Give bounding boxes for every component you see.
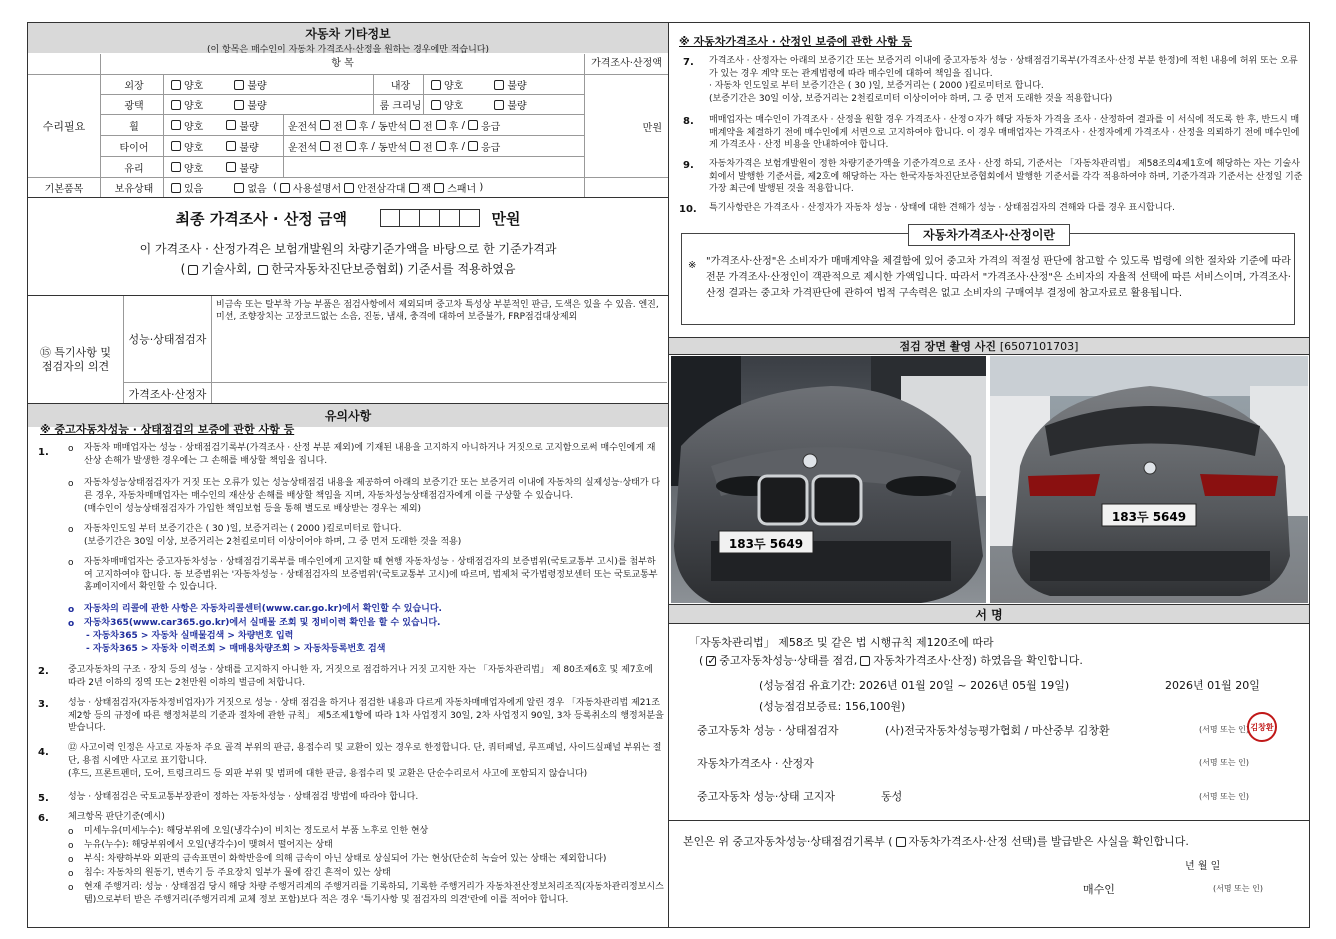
sign-date: 2026년 01월 20일 <box>1165 679 1260 692</box>
checkbox[interactable] <box>346 141 356 151</box>
opt-triangle: 안전삼각대 <box>357 184 406 195</box>
bullet: o <box>68 479 74 489</box>
opt-tech-society: 기술사회, <box>201 262 252 276</box>
inspector-sign-name: (사)전국자동차성능평가협회 / 마산중부 김창환 <box>885 724 1110 737</box>
n8-number: 8. <box>683 116 694 127</box>
n2-number: 2. <box>38 666 49 677</box>
bullet: o <box>68 883 74 893</box>
checkbox[interactable] <box>494 80 504 90</box>
n1b2: (매수인이 성능상태점검자가 가입한 책임보험 등을 통해 별도로 배상받는 경우는 제외) <box>84 504 422 514</box>
final-price-boxes[interactable] <box>380 209 480 231</box>
opt-good: 양호 <box>184 101 204 112</box>
other-info-title: 자동차 기타정보 <box>305 27 391 41</box>
pricer-seal-note: (서명 또는 인) <box>1199 758 1249 767</box>
n1f2: - 자동차365 > 자동차 실매물검색 > 차량번호 입력 <box>86 631 294 641</box>
checkbox[interactable] <box>226 141 236 151</box>
front-car-image <box>671 356 986 603</box>
n7: 가격조사 · 산정자는 아래의 보증기간 또는 보증거리 이내에 중고자동차 성능 · 상태점검기록부(가격조사·산정 부분 한정)에 적힌 내용에 허위 또는 오류가 있는 경우 계약 또는 관계법령에 따라 매수인에 대하여 책임을 집니다. <box>709 56 1298 79</box>
buyer-label: 매수인 <box>1083 883 1115 896</box>
notice-title: 유의사항 <box>324 409 372 423</box>
checkbox[interactable] <box>410 120 420 130</box>
receipt-section <box>669 820 1309 927</box>
checkbox[interactable] <box>346 120 356 130</box>
n6e: 현재 주행거리: 성능 · 상태점검 당시 해당 차량 주행거리계의 주행거리를 기록하되, 기록한 주행거리가 자동차전산정보처리조직(자동차관리정보시스템)으로부터 받은 주행거리(주행거리계 교체 정보 포함)보다 적은 경우 '특기사항 및 점검자의 의견'란에 이를 적어야 합니다. <box>84 882 664 905</box>
price-cell-basic <box>584 177 668 197</box>
n5-number: 5. <box>38 793 49 804</box>
n10-number: 10. <box>679 204 697 215</box>
about-title: 자동차가격조사·산정이란 <box>908 224 1070 246</box>
price-header <box>584 54 668 74</box>
inspector-seal-note: (서명 또는 인) <box>1199 725 1249 734</box>
photo-header <box>669 337 1309 355</box>
n3-number: 3. <box>38 699 49 710</box>
item-header <box>100 54 584 74</box>
receipt-text-b: 자동차가격조사·산정 선택)를 발급받은 사실을 확인합니다. <box>908 835 1189 848</box>
checkbox[interactable] <box>409 183 419 193</box>
bullet: o <box>68 841 74 851</box>
opt-bad: 불량 <box>239 163 259 175</box>
checkbox[interactable] <box>280 183 290 193</box>
checkbox[interactable] <box>320 141 330 151</box>
about-box <box>681 228 1295 325</box>
other-info-header <box>28 23 668 53</box>
n4-number: 4. <box>38 747 49 758</box>
repair-row-glass <box>100 156 584 177</box>
front: 전 <box>332 121 343 133</box>
receipt-checkbox[interactable] <box>896 837 906 847</box>
rear-car-image <box>990 356 1308 603</box>
emergency: 응급 <box>480 121 501 133</box>
n6d: 침수: 자동차의 원동기, 변속기 등 주요장치 일부가 물에 잠긴 흔적이 있는 상태 <box>84 868 391 878</box>
n10: 특기사항란은 가격조사 · 산정자가 자동차 성능 · 상태에 대한 견해가 성능 · 상태점검자의 견해와 다를 경우 표시합니다. <box>709 203 1175 213</box>
checkbox[interactable] <box>226 120 236 130</box>
checkbox[interactable] <box>258 265 268 275</box>
pricer-warranty-title: ※ 자동차가격조사 · 산정인 보증에 관한 사항 등 <box>679 35 912 48</box>
final-price-desc2-end: ) 기준서를 적용하였음 <box>398 262 516 276</box>
photo-id: [6507101703] <box>999 340 1079 353</box>
n1d: 자동차매매업자는 중고자동차성능 · 상태점검기록부를 매수인에게 고지할 때 현행 자동차성능 · 상태점검자의 보증범위(국토교통부 고시)를 첨부하여 고지하여야 합니다. 동 보증범위는 '자동차성능 · 상태점검자의 보증범위'(국토교통부 고시)에 따르며, 법제처 국가법령정보센터 또는 국토교통부 홈페이지에서 확인할 수 있습니다. <box>84 557 658 592</box>
special-notes <box>28 295 668 403</box>
receipt-text: 본인은 위 중고자동차성능·상태점검기록부 ( <box>683 835 893 848</box>
n1a: 자동차 매매업자는 성능 · 상태점검기록부(가격조사 · 산정 부분 제외)에 기재된 내용을 고지하지 아니하거나 거짓으로 고지함으로써 매수인에게 재산상 손해가 발생한 경우에는 그 손해를 배상할 책임을 집니다. <box>84 443 656 466</box>
checkbox[interactable] <box>410 141 420 151</box>
buyer-seal-note: (서명 또는 인) <box>1213 884 1263 893</box>
wheel-positions: 운전석 전 후 / 동반석 전 후 / 응급 <box>283 115 585 135</box>
basic-row <box>100 177 584 197</box>
basic-label-text: 기본품목 <box>44 184 84 195</box>
glass-empty <box>283 157 585 177</box>
bullet: o <box>68 869 74 879</box>
row-label: 광택 <box>124 101 144 112</box>
passenger-seat: 동반석 <box>378 142 408 154</box>
opt-manual: 사용설명서 <box>292 184 342 195</box>
final-price-unit: 만원 <box>491 210 521 228</box>
bullet: o <box>68 444 74 454</box>
bullet: o <box>68 619 75 629</box>
rear: 후 <box>448 142 459 154</box>
opt-bad: 불량 <box>507 81 527 92</box>
wheel-options <box>163 115 283 135</box>
front-photo <box>671 356 986 603</box>
special-label: ⑮ 특기사항 및 점검자의 의견 <box>39 346 112 373</box>
item-header-text: 항 목 <box>331 58 354 69</box>
front-plate: 183두 5649 <box>728 537 804 551</box>
front: 전 <box>423 121 433 133</box>
opt-bad: 불량 <box>239 121 259 133</box>
n2: 중고자동차의 구조 · 장치 등의 성능 · 상태를 고지하지 아니한 자, 거짓으로 점검하거나 거짓 고지한 자는 「자동차관리법」 제 80조제6호 및 제7호에 따라 2년 이하의 징역 또는 2천만원 이하의 벌금에 처합니다. <box>68 665 653 688</box>
basic-options: 있음 없음 ( 사용설명서 안전삼각대 잭 스패너 ) <box>163 178 585 197</box>
checkbox[interactable] <box>171 183 181 193</box>
rear-plate: 183두 5649 <box>1111 510 1187 524</box>
bullet: o <box>68 525 74 535</box>
law-line: 「자동차관리법」 제58조 및 같은 법 시행규칙 제120조에 따라 <box>689 636 994 649</box>
n5: 성능 · 상태점검은 국토교통부장관이 정하는 자동차성능 · 상태점검 방법에 따라야 합니다. <box>68 792 419 802</box>
final-price-desc1: 이 가격조사 · 산정가격은 보험개발원의 차량기준가액을 바탕으로 한 기준가격과 <box>139 242 557 256</box>
n1-number: 1. <box>38 447 49 458</box>
tire-options <box>163 136 283 156</box>
final-price-desc2: ( 기술사회, 한국자동차진단보증협회) 기준서를 적용하였음 <box>180 262 516 276</box>
checkbox[interactable] <box>171 162 181 172</box>
driver-seat: 운전석 <box>288 121 317 133</box>
checkbox[interactable] <box>234 80 244 90</box>
n6a: 미세누유(미세누수): 해당부위에 오일(냉각수)이 비치는 정도로서 부품 노후로 인한 현상 <box>84 826 429 836</box>
warranty-fee: (성능점검보증료: 156,100원) <box>759 700 906 713</box>
notifier-name: 동성 <box>881 790 903 803</box>
n1b: 자동차성능상태점검자가 거짓 또는 오류가 있는 성능상태점검 내용을 제공하여 아래의 보증기간 또는 보증거리 이내에 자동차의 실제성능·상태가 다른 경우, 자동차매매업자는 매수인의 재산상 손해를 배상할 책임을 지며, 자동차성능상태점검자에게 이를 구상할 수 있습니다. <box>84 478 661 501</box>
checkbox[interactable] <box>171 141 181 151</box>
seal-stamp <box>1247 712 1277 742</box>
room-options <box>423 95 585 114</box>
repair-row-tire <box>100 135 584 156</box>
notifier-seal-note: (서명 또는 인) <box>1199 792 1249 801</box>
checkbox[interactable] <box>171 80 181 90</box>
right-panel <box>668 22 1310 928</box>
pricer-role: 가격조사·산정자 <box>128 387 207 401</box>
checkbox[interactable] <box>431 80 441 90</box>
opt-bad: 불량 <box>507 101 527 112</box>
pricer-label-cell <box>123 382 211 404</box>
sign-header <box>669 604 1309 624</box>
price-cell <box>584 74 668 177</box>
n1c2: (보증기간은 30일 이상, 보증거리는 2천킬로미터 이상이어야 하며, 그 중 먼저 도래한 것을 적용) <box>84 537 462 547</box>
opt-none: 없음 <box>247 184 267 195</box>
final-price-label: 최종 가격조사 · 산정 금액 <box>175 210 348 228</box>
repair-row-gloss <box>100 94 584 114</box>
basic-status-label: 보유상태 <box>114 184 154 195</box>
n4b: (후드, 프론트펜더, 도어, 트렁크리드 등 외판 부위 및 범퍼에 대한 판금, 용접수리 및 교환은 단순수리로서 사고에 포함되지 않습니다) <box>68 769 588 779</box>
rear: 후 <box>448 121 459 133</box>
n6c: 부식: 차량하부와 외판의 금속표면이 화학반응에 의해 금속이 아닌 상태로 상실되어 가는 현상(단순히 녹슬어 있는 상태는 제외합니다) <box>84 854 607 864</box>
opt-bad: 불량 <box>239 142 259 154</box>
emergency: 응급 <box>480 142 501 154</box>
about-text: "가격조사·산정"은 소비자가 매매계약을 체결함에 있어 중고차 가격의 적절성 판단에 참고할 수 있도록 법령에 의한 절차와 기준에 따라 전문 가격조사·산정인이 객관적으로 제시한 가액입니다. 따라서 "가격조사·산정"은 소비자의 자율적 선택에 따른 서비스이며, 가격조사·산정 결과는 중고차 가격판단에 관하여 법적 구속력은 없고 소비자의 구매여부 결정에 참고자료로 활용됩니다. <box>706 256 1291 299</box>
n3: 성능 · 상태점검자(자동차정비업자)가 거짓으로 성능 · 상태 점검을 하거나 점검한 내용과 다르게 자동차매매업자에게 알린 경우 「자동차관리법 제21조제2항 등의 규정에 따른 행정처분의 기준과 절차에 관한 규칙」 제5조제1항에 따라 1차 사업정지 30일, 2차 사업정지 90일, 3차 등록취소의 행정처분을 받습니다. <box>68 698 664 733</box>
n6b: 누유(누수): 해당부위에서 오일(냉각수)이 맺혀서 떨어지는 상태 <box>84 840 333 850</box>
pricer-sign-label: 자동차가격조사 · 산정자 <box>697 757 814 770</box>
row-label: 휠 <box>129 121 139 133</box>
bullet: o <box>68 558 74 568</box>
n4: ⑫ 사고이력 인정은 사고로 자동차 주요 골격 부위의 판금, 용접수리 및 교환이 있는 경우로 한정합니다. 단, 쿼터패널, 루프패널, 사이드실패널 부위는 절단, 용접 시에만 사고로 표기합니다. <box>68 743 662 766</box>
final-price-section <box>28 197 668 295</box>
n1c: 자동차인도일 부터 보증기간은 ( 30 )일, 보증거리는 ( 2000 )킬로미터로 합니다. <box>84 524 402 534</box>
interior-options <box>423 75 585 94</box>
receipt-line <box>683 833 1189 849</box>
row-label: 내장 <box>373 75 423 94</box>
opt-good: 양호 <box>184 163 204 175</box>
opt-good: 양호 <box>444 81 464 92</box>
checkbox[interactable] <box>226 162 236 172</box>
bullet: o <box>68 605 75 615</box>
opt-good: 양호 <box>184 81 204 92</box>
price-checkbox[interactable] <box>860 656 870 666</box>
checkbox[interactable] <box>171 100 181 110</box>
left-panel <box>27 22 669 928</box>
checkbox[interactable] <box>468 141 478 151</box>
checkbox[interactable] <box>431 100 441 110</box>
repair-label-text: 수리필요 <box>42 120 86 133</box>
basic-label <box>28 177 100 197</box>
checkbox[interactable] <box>234 183 244 193</box>
validity: (성능점검 유효기간: 2026년 01월 20일 ~ 2026년 05월 19일) <box>759 679 1070 692</box>
rear-photo <box>990 356 1308 603</box>
n1e: 자동차의 리콜에 관한 사항은 자동차리콜센터(www.car.go.kr)에서 확인할 수 있습니다. <box>84 604 442 614</box>
sign-title: 서 명 <box>975 608 1003 622</box>
repair-label <box>28 74 100 177</box>
front: 전 <box>423 142 433 154</box>
exterior-options <box>163 75 373 94</box>
inspection-checkbox-checked[interactable] <box>706 656 716 666</box>
n9: 자동차가격은 보험개발원이 정한 차량기준가액을 기준가격으로 조사 · 산정 하되, 기준서는 「자동차관리법」 제58조의4제1호에 해당하는 자는 기술사회에서 발행한 기준서를, 제2호에 해당하는 자는 한국자동차진단보증협회에서 발행한 기준서를 각각 적용하여야 하며, 기준가격과 기준서는 산정일 기준 가장 최근에 발행된 것을 적용합니다. <box>709 159 1303 194</box>
inspector-opinion: 비금속 또는 탈부착 가능 부품은 점검사항에서 제외되며 중고차 특성상 부분적인 판금, 도색은 있을 수 있음. 엔진,미션, 조향장치는 고장코드없는 소음, 진동, 냄새, 충격에 대하여 보증불가, FRP점검대상제외 <box>211 296 667 382</box>
n9-number: 9. <box>683 160 694 171</box>
checkbox[interactable] <box>344 183 354 193</box>
opt-bad: 불량 <box>247 101 267 112</box>
repair-row-exterior <box>100 74 584 94</box>
checkbox[interactable] <box>188 265 198 275</box>
rear: 후 <box>358 121 369 133</box>
seal-text: 김창환 <box>1250 722 1274 732</box>
inspector-label-cell <box>123 296 211 382</box>
checkbox[interactable] <box>171 120 181 130</box>
opt-good: 양호 <box>184 142 204 154</box>
bullet: o <box>68 855 74 865</box>
glass-options <box>163 157 283 177</box>
row-label: 외장 <box>124 81 144 92</box>
check-inspection: 중고자동차성능·상태를 점검, <box>719 654 858 667</box>
price-header-text: 가격조사·산정액 <box>591 58 662 69</box>
row-label: 룸 크리닝 <box>373 95 423 114</box>
passenger-seat: 동반석 <box>378 121 408 133</box>
check-pricing: 자동차가격조사·산정) 하였음을 확인합니다. <box>873 654 1083 667</box>
n6-number: 6. <box>38 813 49 824</box>
checkbox[interactable] <box>436 120 446 130</box>
n8: 매매업자는 매수인이 가격조사 · 산정을 원할 경우 가격조사 · 산정ㅇ자가 해당 자동차 가격을 조사 · 산정하여 결과를 이 서식에 적도록 한 후, 반드시 매매계약을 체결하기 전에 매수인에게 서면으로 고지하여야 합니다. 이 경우 매매업자는 가격조사 · 산정자에게 가격조사 · 산정을 의뢰하기 전에 매수인에게 가격조사 · 산정 비용을 안내하여야 합니다. <box>709 115 1300 150</box>
n7b: · 자동차 인도일로 부터 보증기간은 ( 30 )일, 보증거리는 ( 2000 )킬로미터로 합니다. <box>709 81 1044 91</box>
opt-diag-assoc: 한국자동차진단보증협회 <box>271 262 399 276</box>
warranty-title: ※ 중고자동차성능 · 상태점검의 보증에 관한 사항 등 <box>40 423 295 436</box>
about-mark: ※ <box>688 260 697 271</box>
n1f: 자동차365(www.car365.go.kr)에서 실매물 조회 및 정비이력 확인을 할 수 있습니다. <box>84 618 441 628</box>
inspector-role: 성능·상태점검자 <box>128 333 207 346</box>
repair-table <box>28 54 668 197</box>
other-info-subtitle: (이 항목은 매수인이 자동차 가격조사·산정을 원하는 경우에만 적습니다) <box>206 45 490 55</box>
front: 전 <box>332 142 343 154</box>
checkbox[interactable] <box>234 100 244 110</box>
photo-title: 점검 장면 촬영 사진 <box>899 340 997 353</box>
pricer-opinion <box>211 382 667 404</box>
checkbox[interactable] <box>436 141 446 151</box>
n1f3: - 자동차365 > 자동차 이력조회 > 매매용차량조회 > 자동차등록번호 검색 <box>86 644 386 654</box>
gloss-options <box>163 95 373 114</box>
checkbox[interactable] <box>468 120 478 130</box>
repair-row-wheel <box>100 114 584 135</box>
tire-positions: 운전석 전 후 / 동반석 전 후 / 응급 <box>283 136 585 156</box>
row-label: 유리 <box>124 163 144 175</box>
n7c: (보증기간은 30일 이상, 보증거리는 2천킬로미터 이상이어야 하며, 그 중 먼저 도래한 것을 적용합니다) <box>709 94 1113 104</box>
opt-good: 양호 <box>184 121 204 133</box>
n6: 체크항목 판단기준(예시) <box>68 812 165 822</box>
notifier-sign-label: 중고자동차 성능·상태 고지자 <box>697 790 836 803</box>
inspector-sign-label: 중고자동차 성능 · 상태점검자 <box>697 724 839 737</box>
driver-seat: 운전석 <box>288 142 317 154</box>
n7-number: 7. <box>683 57 694 68</box>
receipt-ymd: 년 월 일 <box>1185 861 1221 872</box>
opt-spanner: 스패너 <box>447 184 477 195</box>
price-unit: 만원 <box>642 122 662 134</box>
opt-good: 양호 <box>444 101 464 112</box>
row-label: 타이어 <box>119 142 149 154</box>
checkbox[interactable] <box>320 120 330 130</box>
bullet: o <box>68 827 74 837</box>
opt-bad: 불량 <box>247 81 267 92</box>
checkbox[interactable] <box>434 183 444 193</box>
final-price-line <box>28 208 668 231</box>
opt-jack: 잭 <box>421 184 432 195</box>
check-line: (✓ 중고자동차성능·상태를 점검, 자동차가격조사·산정) 하였음을 확인합니다. <box>699 652 1083 668</box>
rear: 후 <box>358 142 369 154</box>
opt-have: 있음 <box>184 184 204 195</box>
checkbox[interactable] <box>494 100 504 110</box>
